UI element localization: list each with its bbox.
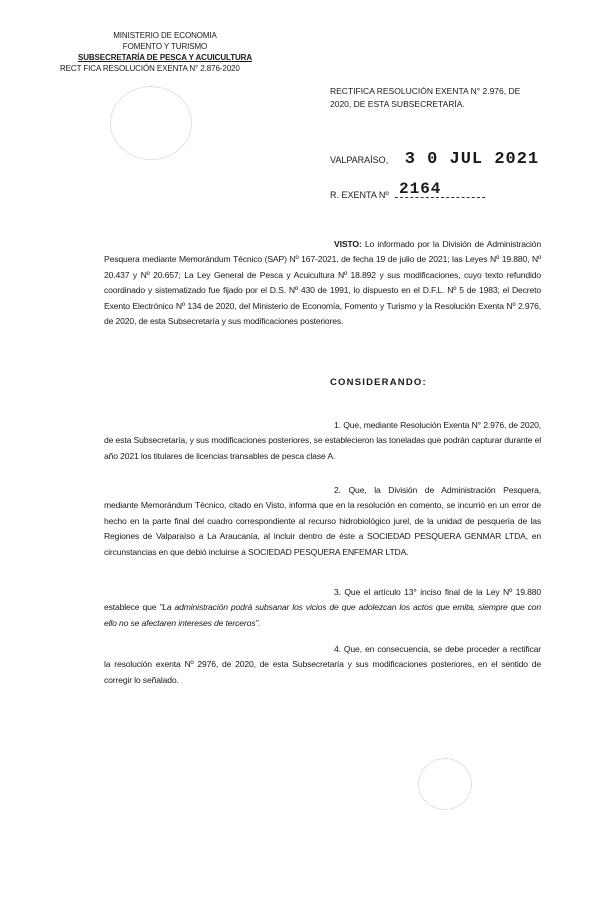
considerando-2-text: 2. Que, la División de Administración Pesquera, mediante Memorándum Técnico, citado en Visto, informa que en la resolución en comento, se incurrió en un error de hecho en la parte final del cuadro correspondiente al recurso hidrobiológico jurel, de la unidad de pesquería de las Regiones de Valparaíso a La Araucanía, al incluir dentro de éste a SOCIEDAD PESQUERA GENMAR LTDA, en circunstancias en que debió incluirse a SOCIEDAD PESQUERA ENFEMAR LTDA.: [104, 485, 541, 557]
considerando-heading: CONSIDERANDO:: [330, 377, 427, 388]
ministry-subname: FOMENTO Y TURISMO: [122, 42, 208, 51]
visto-label: VISTO:: [334, 239, 362, 249]
visto-text: Lo informado por la División de Administración Pesquera mediante Memorándum Técnico (SAP) Nº 167-2021, de fecha 19 de julio de 2021; las Leyes Nº 19.880, Nº 20.437 y Nº 20.657; La Ley General de Pesca y Acuicultura Nº 18.892 y sus modificaciones, cuyo texto refundido coordinado y sistematizado fue fijado por el D.S. Nº 430 de 1991, lo dispuesto en el D.F.L. Nº 5 de 1983; el Decreto Exento Electrónico Nº 134 de 2020, del Ministerio de Economía, Fomento y Turismo y la Resolución Exenta Nº 2.976, de 2020, de esta Subsecretaría y sus modificaciones posteriores.: [104, 239, 541, 327]
date-stamp: 3 0 JUL 2021: [404, 150, 540, 169]
date-line: [330, 150, 539, 169]
document-code: RECT FICA RESOLUCIÓN EXENTA N° 2.876-2020: [60, 64, 240, 73]
considerando-1-text: 1. Que, mediante Resolución Exenta N° 2.976, de 2020, de esta Subsecretaría, y sus modificaciones posteriores, se establecieron las toneladas que podrán capturar durante el año 2021 los titulares de licencias transables de pesca clase A.: [104, 420, 541, 461]
considerando-3: [104, 585, 541, 631]
considerando-1: [104, 418, 541, 464]
considerando-4: [104, 642, 541, 688]
date-place: VALPARAÍSO,: [330, 155, 389, 165]
considerando-3-quote: "La administración podrá subsanar los vicios de que adolezcan los actos que emita, siempre que con ello no se afectaren intereses de terceros".: [104, 602, 541, 628]
exenta-line: [330, 180, 485, 200]
letterhead: [60, 30, 270, 74]
ministry-name: MINISTERIO DE ECONOMIA: [113, 31, 217, 40]
reference-title: RECTIFICA RESOLUCIÓN EXENTA N° 2.976, DE 2020, DE ESTA SUBSECRETARÍA.: [330, 86, 521, 109]
subsecretaria-name: SUBSECRETARÍA DE PESCA Y ACUICULTURA: [77, 53, 253, 62]
official-seal-icon: [110, 86, 192, 160]
signature-seal-icon: [418, 758, 472, 810]
exenta-number: 2164: [399, 180, 442, 198]
considerando-4-text: 4. Que, en consecuencia, se debe proceder a rectificar la resolución exenta Nº 2976, de 2020, de esta Subsecretaría y sus modificaciones posteriores, en el sentido de corregir lo señalado.: [104, 644, 541, 685]
exenta-label: R. EXENTA Nº: [330, 190, 389, 200]
visto-paragraph: [104, 237, 541, 329]
considerando-2: [104, 483, 541, 560]
considerando-3-text: 3. Que el artículo 13° inciso final de la Ley Nº 19.880 establece que: [104, 587, 541, 613]
